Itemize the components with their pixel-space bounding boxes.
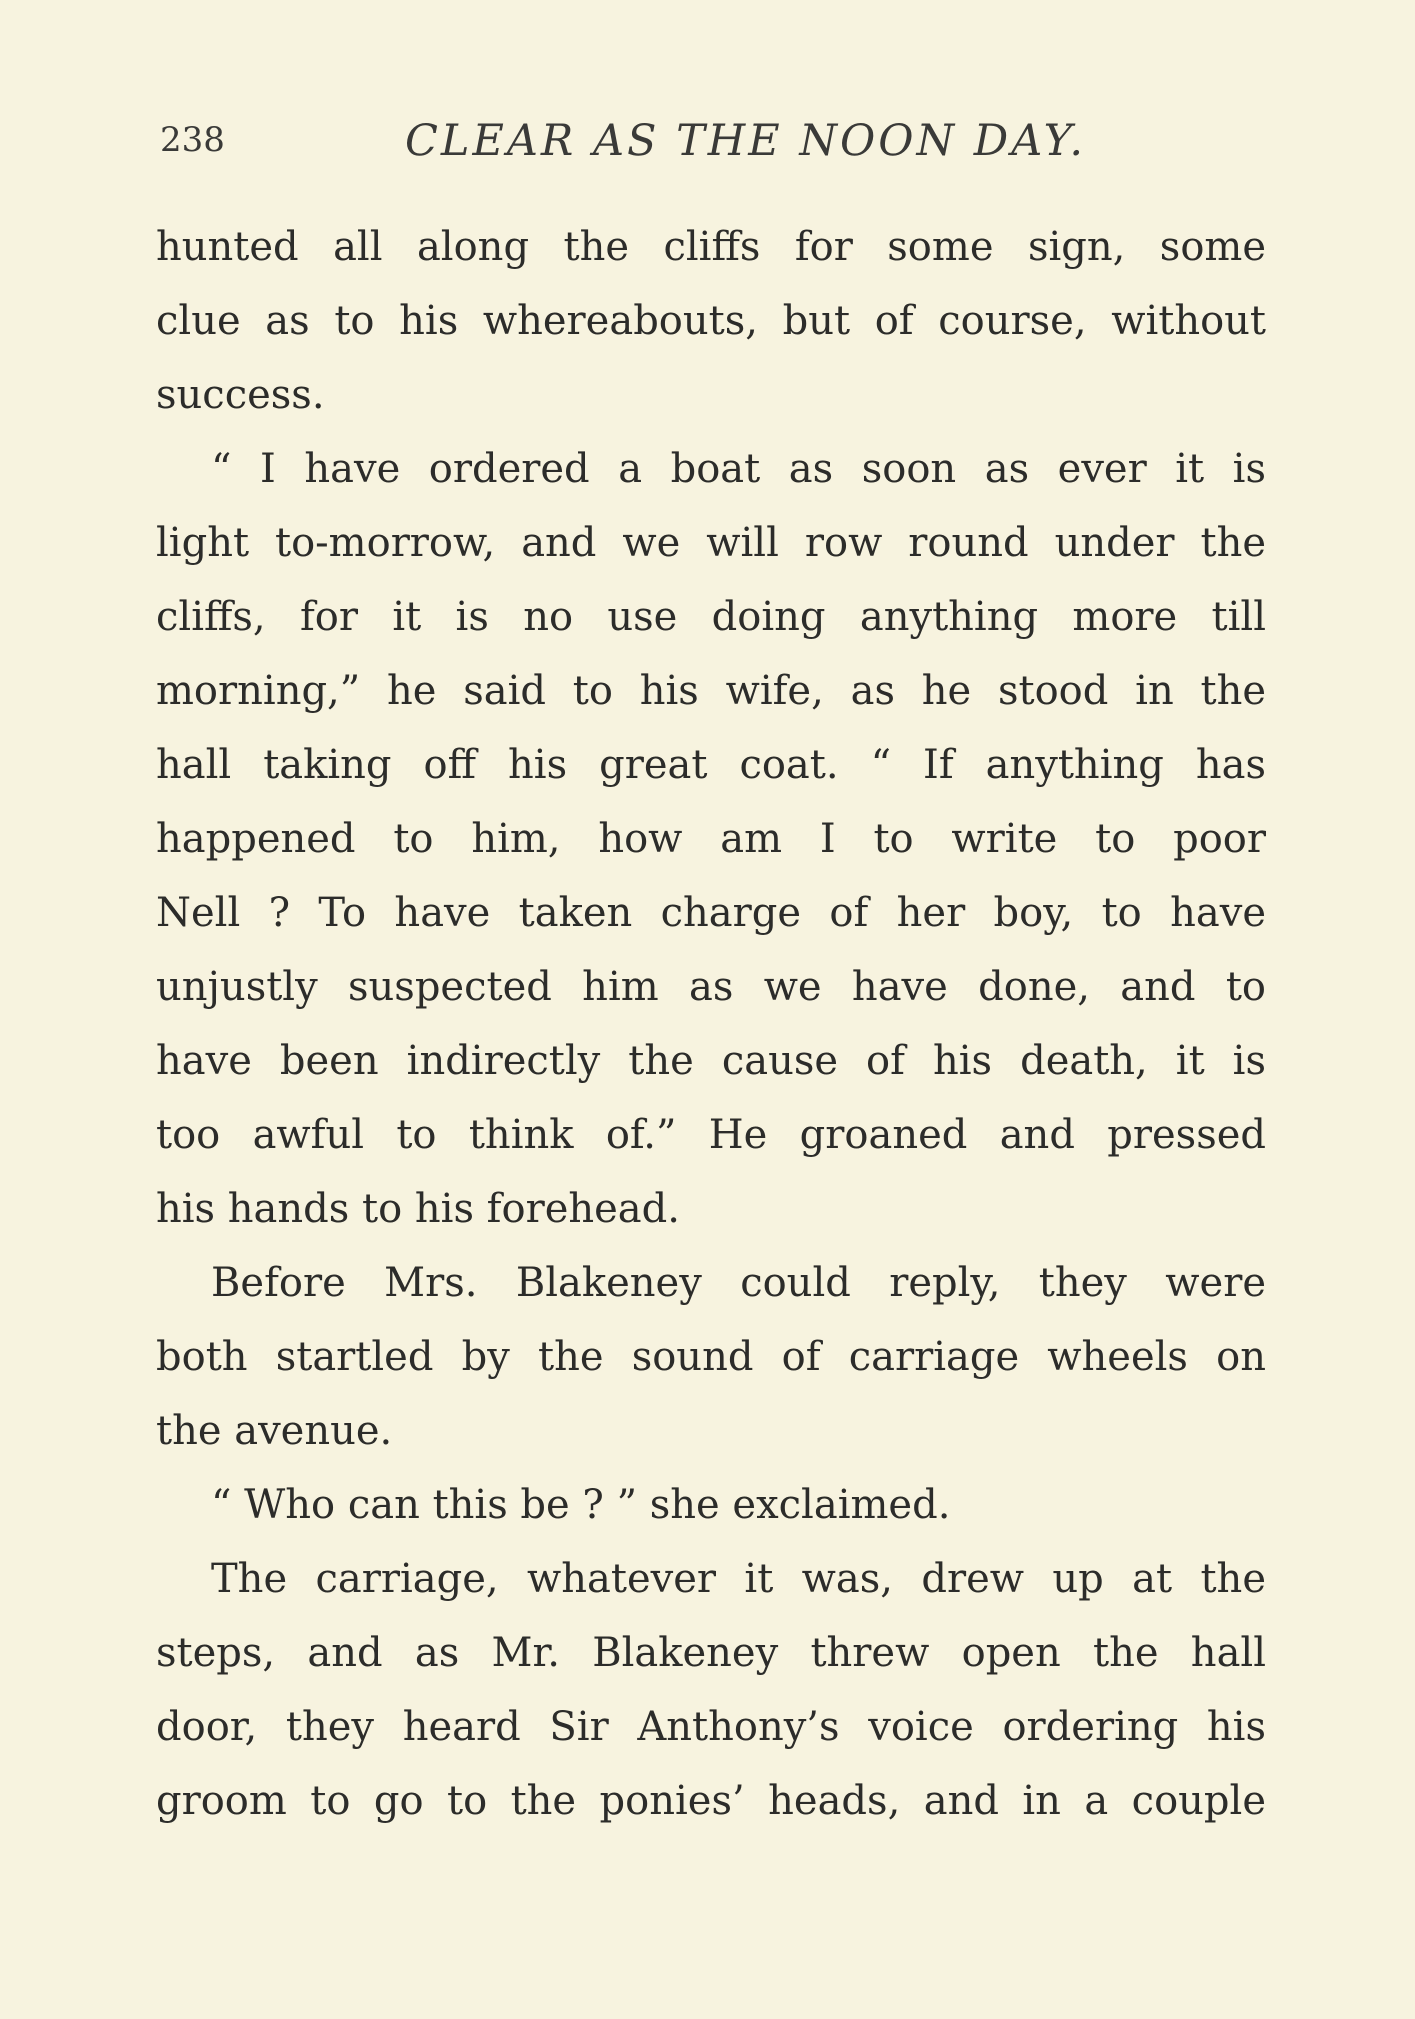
text-line: both startled by the sound of carriage wheels on — [156, 1334, 1266, 1380]
text-line: unjustly suspected him as we have done, and to — [156, 964, 1266, 1010]
text-line: groom to go to the ponies’ heads, and in a couple — [156, 1778, 1266, 1824]
text-line: Before Mrs. Blakeney could reply, they were — [211, 1260, 1266, 1306]
body-text — [156, 210, 1266, 1838]
text-line: Nell ? To have taken charge of her boy, to have — [156, 890, 1266, 936]
text-line: his hands to his forehead. — [156, 1186, 680, 1232]
text-line: clue as to his whereabouts, but of course, without — [156, 298, 1266, 344]
text-line: cliffs, for it is no use doing anything more till — [156, 594, 1266, 640]
text-line: morning,” he said to his wife, as he stood in the — [156, 668, 1266, 714]
text-line: too awful to think of.” He groaned and pressed — [156, 1112, 1266, 1158]
text-line: The carriage, whatever it was, drew up at the — [211, 1556, 1266, 1602]
page-number: 238 — [160, 120, 225, 160]
text-line: hunted all along the cliffs for some sign, some — [156, 224, 1266, 270]
text-line: success. — [156, 372, 325, 418]
text-line: “ I have ordered a boat as soon as ever it is — [211, 446, 1266, 492]
text-line: hall taking off his great coat. “ If anything has — [156, 742, 1266, 788]
text-line: “ Who can this be ? ” she exclaimed. — [211, 1482, 951, 1528]
text-line: steps, and as Mr. Blakeney threw open the hall — [156, 1630, 1266, 1676]
text-line: happened to him, how am I to write to poor — [156, 816, 1266, 862]
text-line: light to-morrow, and we will row round under the — [156, 520, 1266, 566]
text-line: the avenue. — [156, 1408, 393, 1454]
running-title: CLEAR AS THE NOON DAY. — [405, 116, 1087, 166]
page-header — [160, 108, 1260, 168]
text-line: have been indirectly the cause of his death, it is — [156, 1038, 1266, 1084]
text-line: door, they heard Sir Anthony’s voice ordering his — [156, 1704, 1266, 1750]
